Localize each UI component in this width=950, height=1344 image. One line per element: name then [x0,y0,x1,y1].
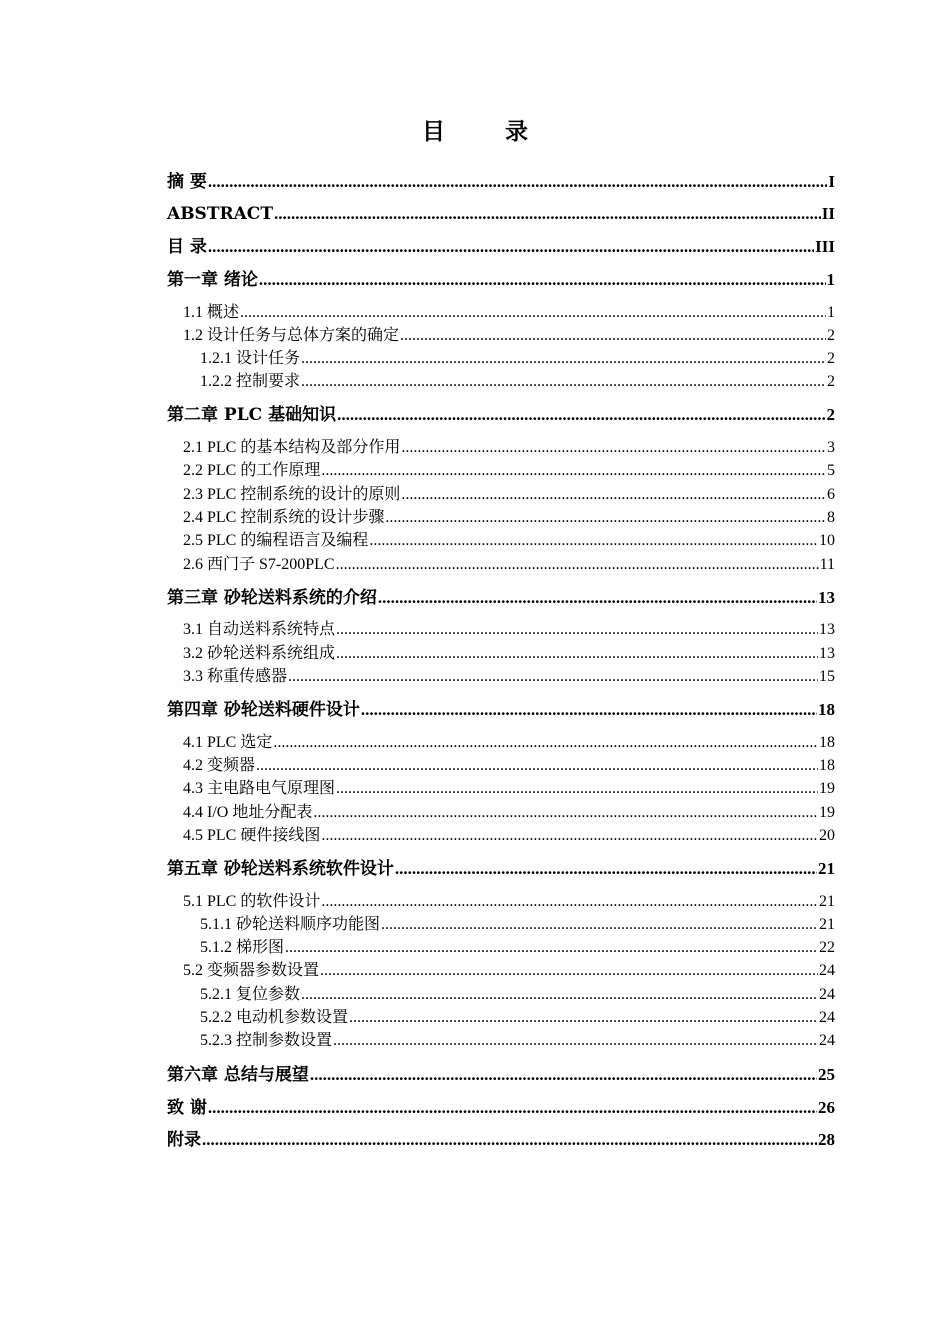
toc-leader-dots [395,859,817,879]
toc-entry-label: 5.2.1 复位参数 [200,986,301,1003]
toc-entry-label: 1.2.2 控制要求 [200,373,301,390]
toc-entry-label: 第四章 砂轮送料硬件设计 [167,700,360,720]
toc-leader-dots [273,733,818,753]
toc-page-number: 21 [819,916,835,933]
toc-leader-dots [321,892,818,912]
toc-leader-dots [337,405,825,425]
toc-entry-label: 5.1.2 梯形图 [200,939,285,956]
toc-leader-dots [285,938,818,958]
toc-page-number: 22 [819,939,835,956]
toc-entry[interactable] [167,1126,835,1150]
toc-page-number: 24 [819,1032,835,1049]
toc-leader-dots [336,555,819,575]
toc-leader-dots [401,438,826,458]
toc-page-number: 13 [818,588,835,607]
toc-leader-dots [288,667,818,687]
toc-entry-label: 5.2.2 电动机参数设置 [200,1009,349,1026]
toc-leader-dots [400,326,826,346]
toc-leader-dots [274,204,821,224]
toc-leader-dots [240,303,826,323]
toc-page-number: 21 [818,859,835,878]
toc-entry-label: 1.2 设计任务与总体方案的确定 [183,327,400,344]
toc-entry-label: 附录 [167,1130,201,1150]
toc-entry-label: 5.1 PLC 的软件设计 [183,893,321,910]
toc-leader-dots [301,372,826,392]
toc-entry-label: 1.2.1 设计任务 [200,350,301,367]
toc-entry[interactable] [167,696,835,720]
toc-leader-dots [320,961,818,981]
toc-page-number: 18 [819,757,835,774]
toc-entry[interactable] [200,1004,835,1028]
toc-entry[interactable] [183,775,835,799]
toc-entry[interactable] [183,322,835,346]
toc-entry-label: 5.1.1 砂轮送料顺序功能图 [200,916,381,933]
toc-entry-label: 摘 要 [167,172,207,192]
toc-entry[interactable] [167,168,835,192]
toc-entry[interactable] [200,981,835,1005]
toc-page-number: 15 [819,668,835,685]
toc-entry[interactable] [183,752,835,776]
toc-leader-dots [401,485,826,505]
toc-page-number: 3 [827,439,835,456]
toc-page-number: 13 [819,645,835,662]
toc-leader-dots [202,1130,817,1150]
toc-page-number: 18 [819,734,835,751]
toc-leader-dots [259,270,826,290]
toc-entry[interactable] [167,855,835,879]
toc-page-number: 21 [819,893,835,910]
toc-entry-label: 第三章 砂轮送料系统的介绍 [167,588,377,608]
toc-entry-label: 3.2 砂轮送料系统组成 [183,645,336,662]
toc-page-number: 19 [819,804,835,821]
toc-page-number: 2 [826,405,835,424]
toc-leader-dots [336,779,818,799]
toc-entry[interactable] [183,640,835,664]
toc-page-number: II [821,204,835,223]
toc-page-number: 10 [819,532,835,549]
toc-entry[interactable] [200,368,835,392]
toc-entry-label: 4.3 主电路电气原理图 [183,780,336,797]
toc-page-number: 25 [818,1065,835,1084]
toc-page-number: 19 [819,780,835,797]
toc-leader-dots [336,644,818,664]
toc-page-number: 1 [826,270,835,289]
toc-entry[interactable] [183,822,835,846]
toc-page-number: 24 [819,986,835,1003]
toc-page-number: 24 [819,1009,835,1026]
toc-entry-label: 2.1 PLC 的基本结构及部分作用 [183,439,401,456]
toc-entry[interactable] [183,457,835,481]
toc-page-number: 20 [819,827,835,844]
toc-page-number: 18 [818,700,835,719]
toc-leader-dots [301,349,826,369]
toc-page-number: 11 [819,556,835,573]
toc-entry-label: 1.1 概述 [183,304,240,321]
toc-page-number: 24 [819,962,835,979]
toc-entry-label: 4.4 I/O 地址分配表 [183,804,313,821]
toc-entry[interactable] [200,911,835,935]
toc-entry[interactable] [167,1094,835,1118]
toc-leader-dots [310,1065,817,1085]
toc-leader-dots [321,461,826,481]
toc-entry[interactable] [183,481,835,505]
toc-page-number: 6 [827,486,835,503]
toc-entry[interactable] [183,551,835,575]
toc-entry[interactable] [183,434,835,458]
toc-leader-dots [256,756,818,776]
toc-leader-dots [208,237,814,257]
toc-leader-dots [321,826,818,846]
toc-entry-label: 5.2.3 控制参数设置 [200,1032,333,1049]
toc-entry[interactable] [200,345,835,369]
toc-entry[interactable] [183,888,835,912]
toc-entry[interactable] [167,401,835,425]
toc-leader-dots [361,700,817,720]
toc-entry[interactable] [167,200,835,224]
toc-leader-dots [336,620,818,640]
toc-entry[interactable] [183,504,835,528]
toc-entry[interactable] [183,616,835,640]
toc-entry-label: 致 谢 [167,1098,207,1118]
toc-entry-label: 目 录 [167,237,207,257]
toc-leader-dots [301,985,818,1005]
toc-leader-dots [385,508,826,528]
toc-entry[interactable] [200,934,835,958]
toc-entry[interactable] [183,299,835,323]
toc-entry[interactable] [183,799,835,823]
toc-entry[interactable] [183,729,835,753]
toc-entry[interactable] [200,1027,835,1051]
toc-leader-dots [378,588,817,608]
toc-page-number: 5 [827,462,835,479]
toc-entry-label: 第一章 绪论 [167,270,258,290]
toc-entry[interactable] [167,584,835,608]
toc-entry-label: 第六章 总结与展望 [167,1065,309,1085]
toc-entry[interactable] [167,266,835,290]
toc-leader-dots [313,803,818,823]
toc-leader-dots [208,1098,817,1118]
toc-page-number: 2 [827,373,835,390]
toc-entry-label: 4.1 PLC 选定 [183,734,273,751]
toc-entry[interactable] [167,233,835,257]
toc-entry-label: 5.2 变频器参数设置 [183,962,320,979]
toc-page-number: 28 [818,1130,835,1149]
toc-page-number: 1 [827,304,835,321]
toc-entry-label: 2.3 PLC 控制系统的设计的原则 [183,486,401,503]
toc-entry-label: ABSTRACT [167,204,273,224]
toc-leader-dots [333,1031,818,1051]
toc-leader-dots [349,1008,818,1028]
toc-entry-label: 4.2 变频器 [183,757,256,774]
toc-entry-label: 3.3 称重传感器 [183,668,288,685]
toc-leader-dots [381,915,818,935]
toc-entry-label: 第二章 PLC 基础知识 [167,405,337,425]
toc-page-number: 2 [827,350,835,367]
toc-entry-label: 第五章 砂轮送料系统软件设计 [167,859,394,879]
toc-entry-label: 3.1 自动送料系统特点 [183,621,336,638]
toc-entry-label: 2.4 PLC 控制系统的设计步骤 [183,509,385,526]
toc-page-number: III [815,237,835,256]
toc-leader-dots [369,531,818,551]
toc-page-number: 8 [827,509,835,526]
toc-page-number: 13 [819,621,835,638]
page-title: 目 录 [421,119,554,145]
toc-entry[interactable] [183,527,835,551]
toc-entry-label: 2.5 PLC 的编程语言及编程 [183,532,369,549]
toc-page-number: 26 [818,1098,835,1117]
toc-entry-label: 2.6 西门子 S7-200PLC [183,556,335,573]
toc-page-number: I [828,172,835,191]
toc-entry[interactable] [183,663,835,687]
toc-entry[interactable] [183,957,835,981]
toc-entry[interactable] [167,1061,835,1085]
toc-entry-label: 4.5 PLC 硬件接线图 [183,827,321,844]
toc-entry-label: 2.2 PLC 的工作原理 [183,462,321,479]
toc-leader-dots [208,172,827,192]
toc-page-number: 2 [827,327,835,344]
